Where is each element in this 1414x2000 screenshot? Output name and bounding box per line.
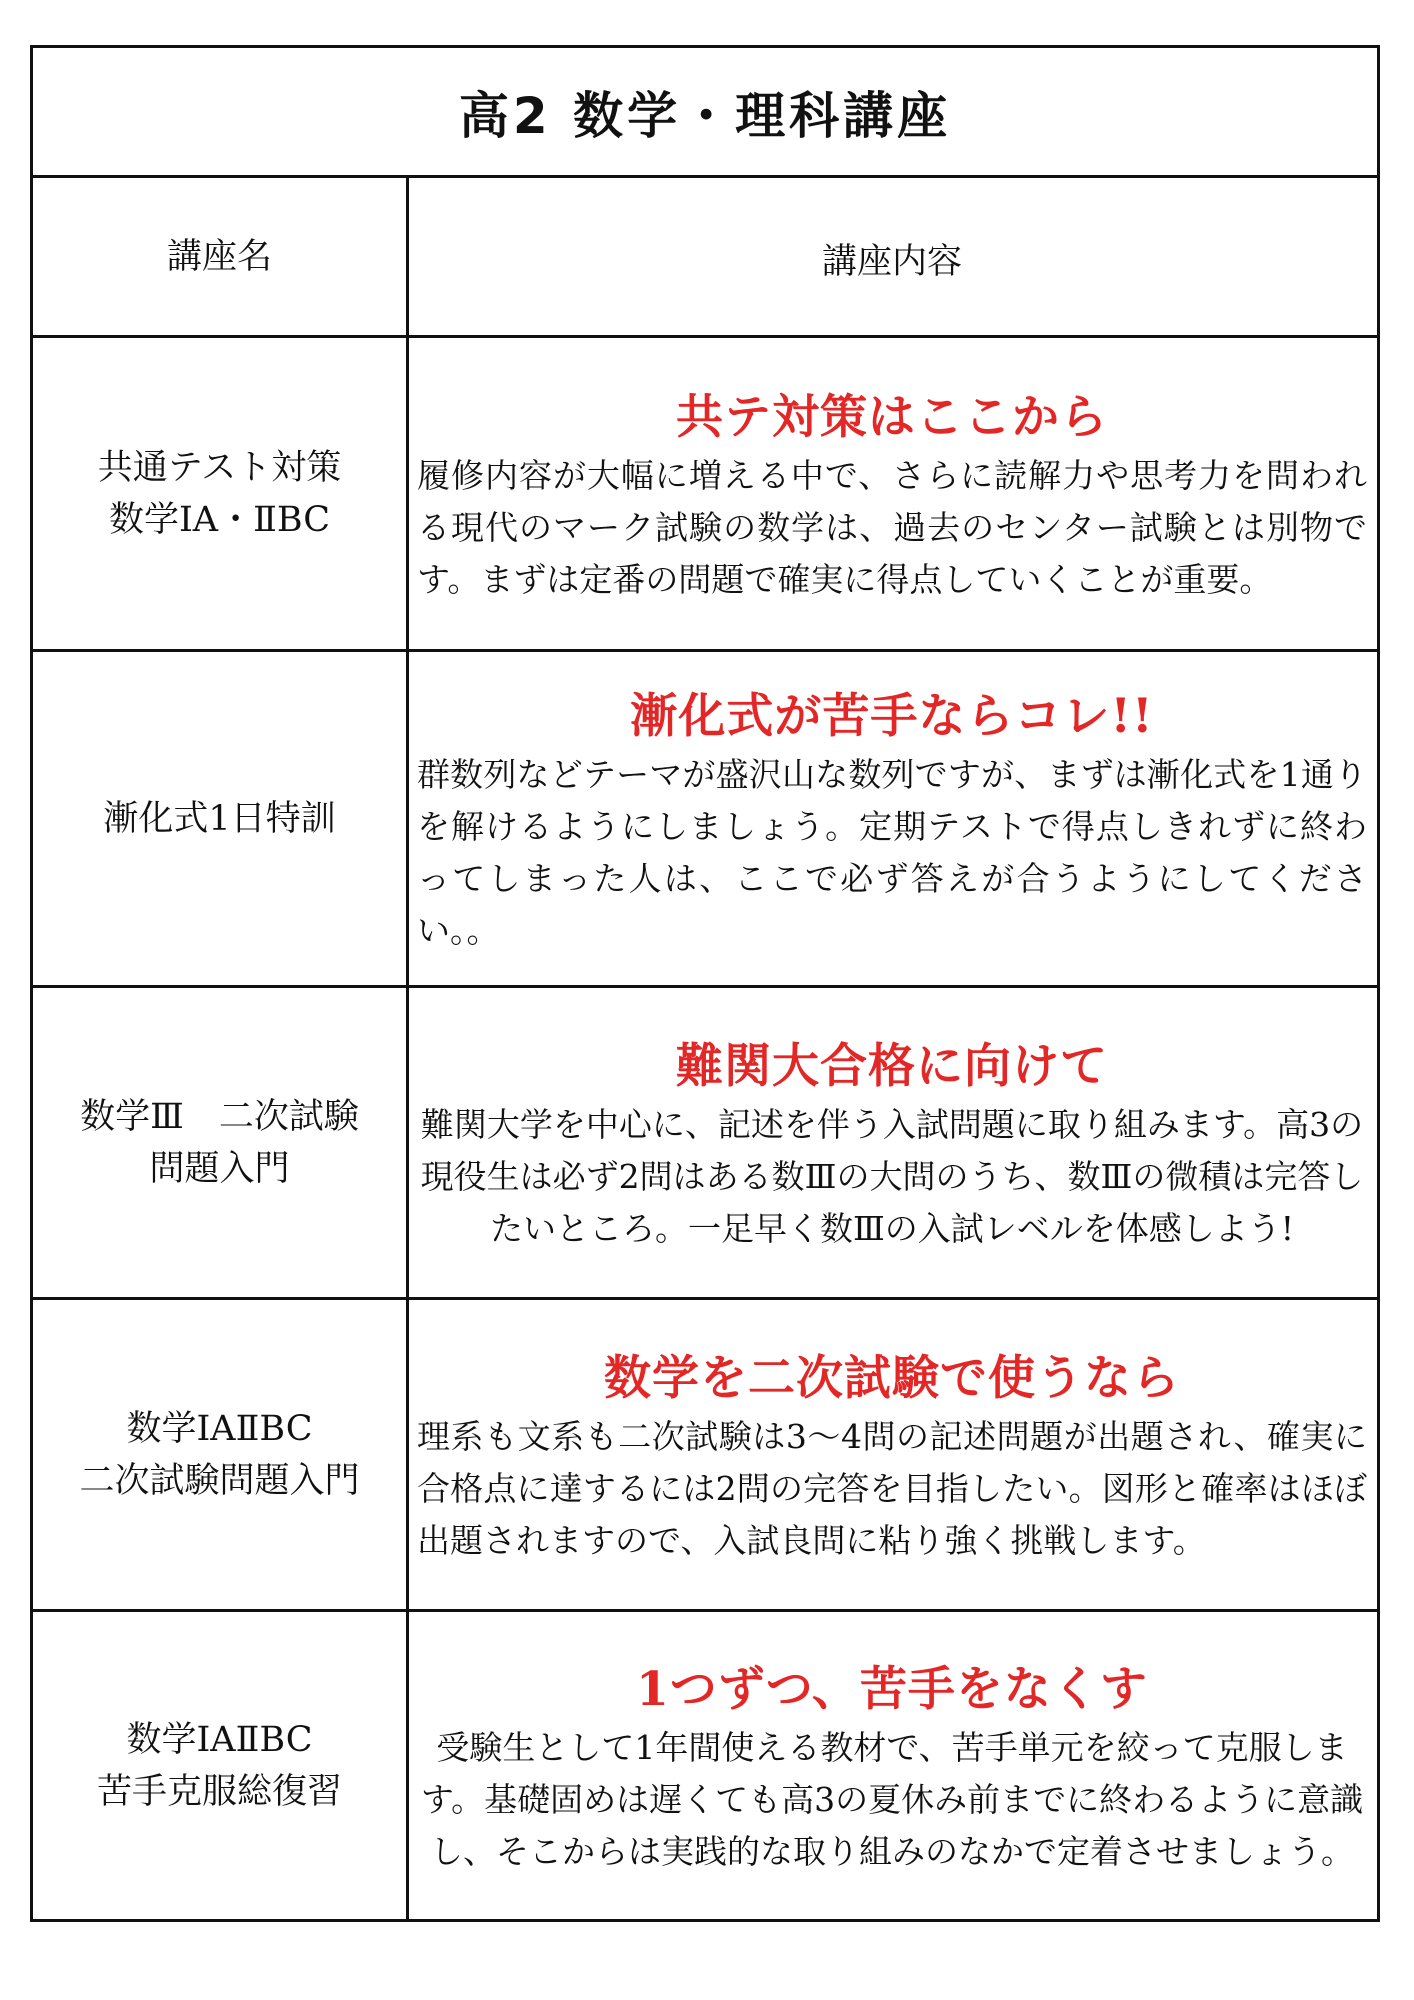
course-catchphrase: 難関大合格に向けて bbox=[676, 1038, 1108, 1094]
course-description: 履修内容が大幅に増える中で、さらに読解力や思考力を問われる現代のマーク試験の数学は、過去のセンター試験とは別物です。まずは定番の問題で確実に得点していくことが重要。 bbox=[417, 455, 1367, 599]
course-name-cell bbox=[33, 652, 409, 985]
course-content-cell bbox=[409, 338, 1377, 649]
table-header bbox=[33, 178, 1377, 338]
course-description: 受験生として1年間使える教材で、苦手単元を絞って克服します。基礎固めは遅くても高3の夏休み前までに終わるように意識し、そこからは実践的な取り組みのなかで定着させましょう。 bbox=[420, 1727, 1364, 1871]
course-name: 共通テスト対策 bbox=[97, 447, 342, 488]
course-name: 二次試験問題入門 bbox=[79, 1460, 360, 1501]
course-name: 問題入門 bbox=[149, 1148, 290, 1189]
course-description: 理系も文系も二次試験は3～4問の記述問題が出題され、確実に合格点に達するには2問の完答を目指したい。図形と確率はほぼ出題されますので、入試良問に粘り強く挑戦します。 bbox=[417, 1416, 1367, 1560]
course-description: 群数列などテーマが盛沢山な数列ですが、まずは漸化式を1通りを解けるようにしましょう。定期テストで得点しきれずに終わってしまった人は、ここで必ず答えが合うようにしてください。。 bbox=[417, 754, 1367, 950]
course-name: 漸化式1日特訓 bbox=[103, 798, 336, 839]
table-row bbox=[33, 988, 1377, 1300]
course-content-cell bbox=[409, 1300, 1377, 1609]
header-course-content-label: 講座内容 bbox=[821, 241, 962, 282]
course-name: 苦手克服総復習 bbox=[96, 1771, 342, 1812]
course-content-cell bbox=[409, 1612, 1377, 1919]
table-row bbox=[33, 338, 1377, 652]
course-catchphrase: 漸化式が苦手ならコレ!! bbox=[630, 688, 1154, 744]
table-row bbox=[33, 1300, 1377, 1612]
course-table bbox=[30, 45, 1380, 1922]
page-title: 高2 数学・理科講座 bbox=[458, 86, 952, 145]
header-course-name-label: 講座名 bbox=[166, 236, 272, 277]
course-name-cell bbox=[33, 988, 409, 1297]
course-catchphrase: 1つずつ、苦手をなくす bbox=[636, 1661, 1148, 1717]
course-name-cell bbox=[33, 1612, 409, 1919]
header-course-content bbox=[409, 178, 1377, 335]
course-name-cell bbox=[33, 1300, 409, 1609]
course-name: 数学ⅠAⅡBC bbox=[126, 1408, 313, 1449]
course-content-cell bbox=[409, 988, 1377, 1297]
course-content-cell bbox=[409, 652, 1377, 985]
title-row bbox=[33, 48, 1377, 178]
course-name: 数学Ⅲ 二次試験 bbox=[80, 1096, 359, 1137]
course-name: 数学ⅠAⅡBC bbox=[126, 1719, 313, 1760]
course-catchphrase: 共テ対策はここから bbox=[676, 389, 1108, 445]
course-name-cell bbox=[33, 338, 409, 649]
course-name: 数学ⅠA・ⅡBC bbox=[108, 499, 331, 540]
table-row bbox=[33, 1612, 1377, 1919]
header-course-name bbox=[33, 178, 409, 335]
course-description: 難関大学を中心に、記述を伴う入試問題に取り組みます。高3の現役生は必ず2問はある数Ⅲの大問のうち、数Ⅲの微積は完答したいところ。一足早く数Ⅲの入試レベルを体感しよう! bbox=[420, 1104, 1364, 1248]
table-row bbox=[33, 652, 1377, 988]
course-catchphrase: 数学を二次試験で使うなら bbox=[604, 1350, 1180, 1406]
